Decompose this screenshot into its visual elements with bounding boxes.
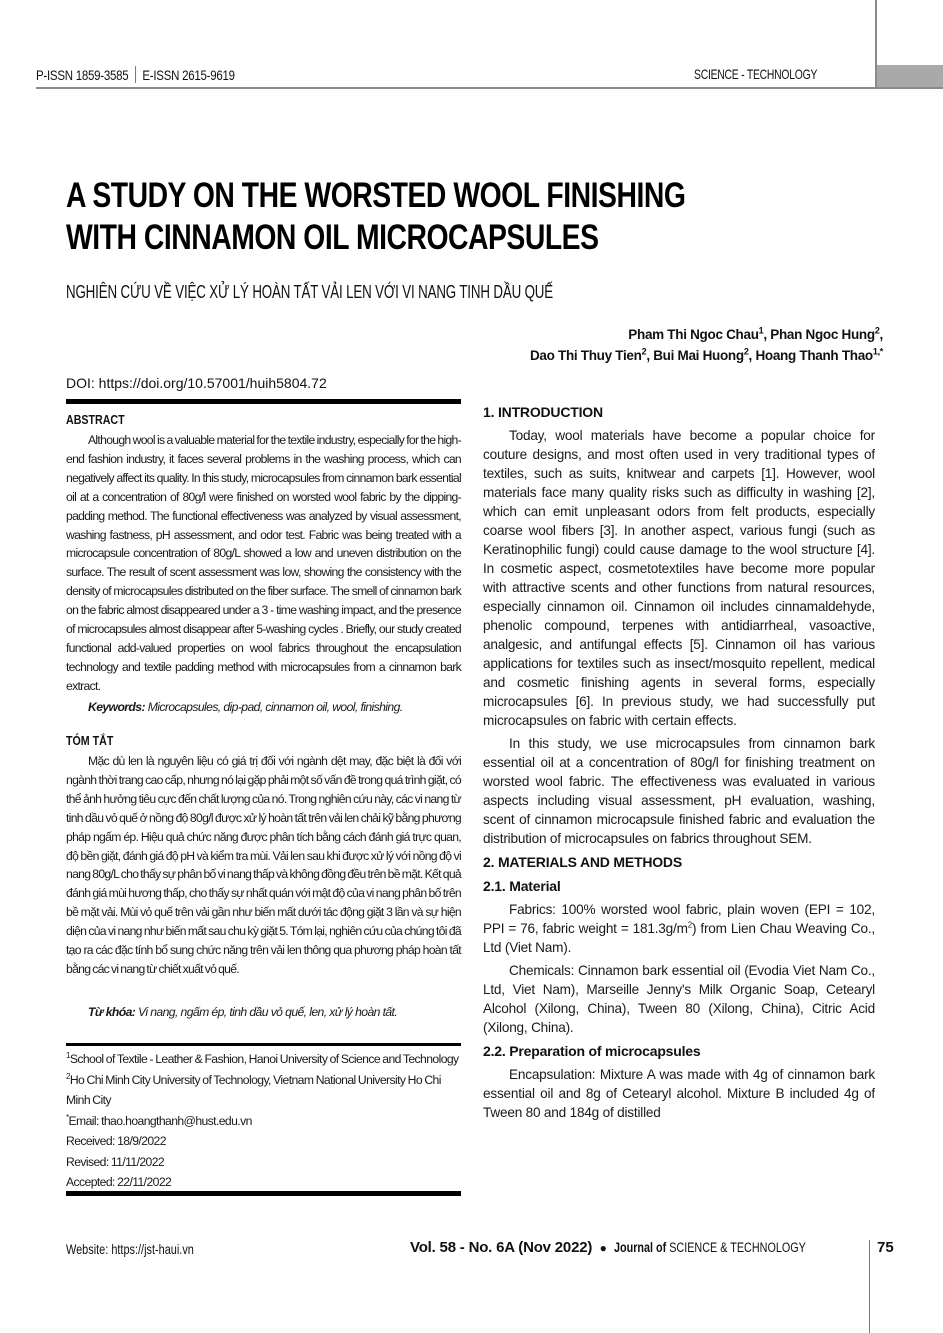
- tukhoa-label: Từ khóa:: [88, 1005, 136, 1019]
- revised-date: Revised: 11/11/2022: [66, 1154, 165, 1169]
- page-number: 75: [877, 1239, 894, 1256]
- intro-paragraph-2: In this study, we use microcapsules from cinnamon bark essential oil at a concentration of 80g/l for finishing treatment on worsted wool fabric. The effectiveness was evaluated in various aspects including visual assessment, pH evaluation, washing, scent of cinnamon microcapsule finished fabric and evaluation the distribution of microcapsules on fabrics throughout SEM.: [483, 736, 875, 846]
- affil-sup: 2: [66, 1071, 70, 1081]
- section-2-1-heading: 2.1. Material: [483, 878, 561, 894]
- tomtat-text: Mặc dù len là nguyên liệu có giá trị đối với ngành dệt may, đặc biệt là đối với ngành thời trang cao cấp, nhưng nó lại gặp phải một số vấn đề trong quá trình giặt, có thể ảnh hưởng tiêu cực đến chất lượng của nó. Trong nghiên cứu này, các vi nang từ tinh dầu vỏ quế ở nồng độ 80g/l được xử lý hoàn tất trên vải len chải kỹ bằng phương pháp ngấm ép. Hiệu quả chức năng được phân tích bằng cách đánh giá trực quan, độ bền giặt, đánh giá độ pH và kiểm tra mùi. Vải len sau khi được xử lý với nồng độ vi nang 80g/L cho thấy sự phân bố vi nang thấp và không đồng đều trên bề mặt. Kết quả đánh giá mùi hương thấp, cho thấy sự nhất quán với mật độ của vi nang phân bố trên bề mặt vải. Mùi vỏ quế trên vải gần như biến mất dưới tác động giặt 3 lần và sự hiện diện của vi nang như biến mất sau chu kỳ giặt 5. Tóm lại, nghiên cứu của chúng tôi đã tạo ra các đặc tính bổ sung chức năng trên vải len thông qua phương pháp hoàn tất bằng các vi nang từ chiết xuất vỏ quế.: [66, 754, 461, 976]
- author-name: Phan Ngoc Hung: [770, 327, 875, 342]
- abstract-block: [66, 399, 461, 428]
- accepted-date: Accepted: 22/11/2022: [66, 1175, 172, 1189]
- material-fabrics: [483, 900, 875, 957]
- affil-sup: 1: [66, 1050, 70, 1060]
- section-2-2-heading: 2.2. Preparation of microcapsules: [483, 1043, 701, 1059]
- section-2-heading: 2. MATERIALS AND METHODS: [483, 854, 682, 870]
- keywords-label: Keywords:: [88, 700, 145, 714]
- corresponding-email: [66, 1111, 461, 1132]
- author-affil: 1: [758, 325, 764, 336]
- author-affil: 2: [743, 346, 749, 357]
- author-affil: 1,*: [872, 346, 883, 357]
- superscript: 2: [687, 920, 692, 930]
- issn-header: [36, 66, 235, 83]
- tomtat-heading: TÓM TẮT: [66, 733, 114, 748]
- section-1-heading: 1. INTRODUCTION: [483, 404, 603, 420]
- affiliation-bottom-rule: [66, 1191, 461, 1196]
- author-name: Pham Thi Ngoc Chau: [628, 327, 759, 342]
- tukhoa-value: Vi nang, ngấm ép, tinh dầu vỏ quế, len, xử lý hoàn tất.: [138, 1005, 398, 1019]
- fabrics-text: Fabrics: 100% worsted wool fabric, plain woven (EPI = 102, PPI = 76, fabric weight = 181.3g/m: [483, 902, 875, 936]
- email-text[interactable]: Email: thao.hoangthanh@hust.edu.vn: [68, 1113, 252, 1128]
- header-tab: [877, 65, 943, 87]
- affil-text: Ho Chi Minh City University of Technology, Vietnam National University Ho Chi Minh City: [66, 1072, 441, 1107]
- article-subtitle: NGHIÊN CỨU VỀ VIỆC XỬ LÝ HOÀN TẤT VẢI LEN VỚI VI NANG TINH DẦU QUẾ: [66, 282, 554, 302]
- right-column: [483, 402, 875, 1202]
- volume-info: Vol. 58 - No. 6A (Nov 2022): [410, 1239, 593, 1256]
- affiliation-block: [66, 1043, 461, 1193]
- author-affil: 2: [641, 346, 647, 357]
- affil-text: School of Textile - Leather & Fashion, Hanoi University of Science and Technology: [69, 1052, 459, 1066]
- title-line-1: A STUDY ON THE WORSTED WOOL FINISHING: [66, 176, 686, 215]
- author-name: Hoang Thanh Thao: [755, 348, 873, 363]
- keywords-value: Microcapsules, dip-pad, cinnamon oil, wool, finishing.: [147, 700, 403, 714]
- tomtat-keywords: [88, 1003, 483, 1021]
- journal-title: SCIENCE & TECHNOLOGY: [669, 1240, 807, 1255]
- issn-separator: [135, 66, 136, 83]
- received-date: Received: 18/9/2022: [66, 1134, 166, 1148]
- footer-website[interactable]: Website: https://jst-haui.vn: [66, 1241, 194, 1257]
- journal-name: [614, 1238, 806, 1258]
- affiliation-top-rule: [66, 1043, 461, 1046]
- article-title: [66, 175, 685, 259]
- footer-rule: [869, 1240, 870, 1333]
- abstract-top-rule: [66, 399, 461, 404]
- p-issn: P-ISSN 1859-3585: [36, 67, 129, 83]
- author-list: [530, 324, 883, 366]
- bullet-icon: ●: [599, 1241, 607, 1255]
- journal-prefix: Journal of: [614, 1240, 667, 1255]
- encapsulation-paragraph: Encapsulation: Mixture A was made with 4g of cinnamon bark essential oil and 8g of Cetearyl alcohol. Mixture B included 4g of Tween 80 and 184g of distilled: [483, 1067, 875, 1120]
- affiliations: [66, 1049, 461, 1193]
- author-affil: 2: [874, 325, 880, 336]
- affil-sup: *: [66, 1112, 69, 1122]
- footer-journal-info: [410, 1238, 854, 1258]
- affiliation-1: [66, 1049, 461, 1070]
- author-line-2: Dao Thi Thuy Tien$^2$, Bui Mai Huong$^2$, Hoang Thanh Thao$^{1,*}$: [529, 346, 883, 363]
- material-chemicals: Chemicals: Cinnamon bark essential oil (Evodia Viet Nam Co., Ltd, Viet Nam), Marseille Jenny's Milk Organic Soap, Cetearyl Alcohol (Xilong, China), Tween 80 (Xilong, China), Citric Acid (Xilong, China).: [483, 963, 875, 1035]
- author-name: Dao Thi Thuy Tien: [529, 348, 642, 363]
- affiliation-2: [66, 1070, 461, 1111]
- abstract-heading: ABSTRACT: [66, 412, 125, 427]
- intro-paragraph-1: Today, wool materials have become a popular choice for couture designs, and most often used in very traditional types of textiles, such as suits, knitwear and carpets [1]. However, wool materials face many quality risks such as difficulty in washing [2], which can emit unpleasant odors from felt products, especially coarse wool fibers [3]. In another aspect, various fungi (such as Keratinophilic fungi) could cause damage to the wool structure [4]. In cosmetic aspect, cosmetotextiles have become more popular with attractive scents and other functions from natural resources, especially cinnamon oil. Cinnamon oil includes cinnamaldehyde, phenolic compound, terpenes with antidiarrheal, vasoactive, analgesic, and antifungal effects [5]. Cinnamon oil has various applications for textiles such as insect/mosquito repellent, medical and cosmetic finishing agents in several forms, especially microcapsules [6]. In previous study, we had successfully put microcapsules on fabric with certain effects.: [483, 428, 875, 728]
- abstract-text: Although wool is a valuable material for the textile industry, especially for the high-end fashion industry, it faces several problems in the washing process, which can negatively affect its quality. In this study, microcapsules from cinnamon bark essential oil at a concentration of 80g/l were finished on worsted wool fabric by the dipping-padding method. The functional effectiveness was analyzed by visual assessment, washing fastness, pH assessment, and odor test. Fabric was being treated with a microcapsule concentration of 80g/L showed a low and uneven distribution on the surface. The result of scent assessment was low, showing the consistency with the density of microcapsules distributed on the fiber surface. The smell of cinnamon bark on the fabric almost disappeared under a 3 - time washing impact, and the presence of microcapsules almost disappear after 5-washing cycles . Briefly, our study created functional add-valued properties on wool fabrics throughout the encapsulation technology and textile padding method with microcapsules from a cinnamon bark extract.: [66, 433, 461, 693]
- author-line-1: Pham Thi Ngoc Chau$^1$, Phan Ngoc Hung$^2$,: [628, 325, 883, 342]
- e-issn: E-ISSN 2615-9619: [142, 67, 235, 83]
- title-line-2: WITH CINNAMON OIL MICROCAPSULES: [66, 218, 599, 257]
- fabrics-text-end: ) from Lien Chau Weaving Co., Ltd (Viet Nam).: [483, 921, 875, 955]
- doi-link[interactable]: DOI: https://doi.org/10.57001/huih5804.72: [66, 375, 327, 391]
- author-name: Bui Mai Huong: [653, 348, 744, 363]
- section-label: SCIENCE - TECHNOLOGY: [694, 66, 818, 82]
- abstract-keywords: [88, 698, 483, 716]
- header-rule: [36, 87, 943, 89]
